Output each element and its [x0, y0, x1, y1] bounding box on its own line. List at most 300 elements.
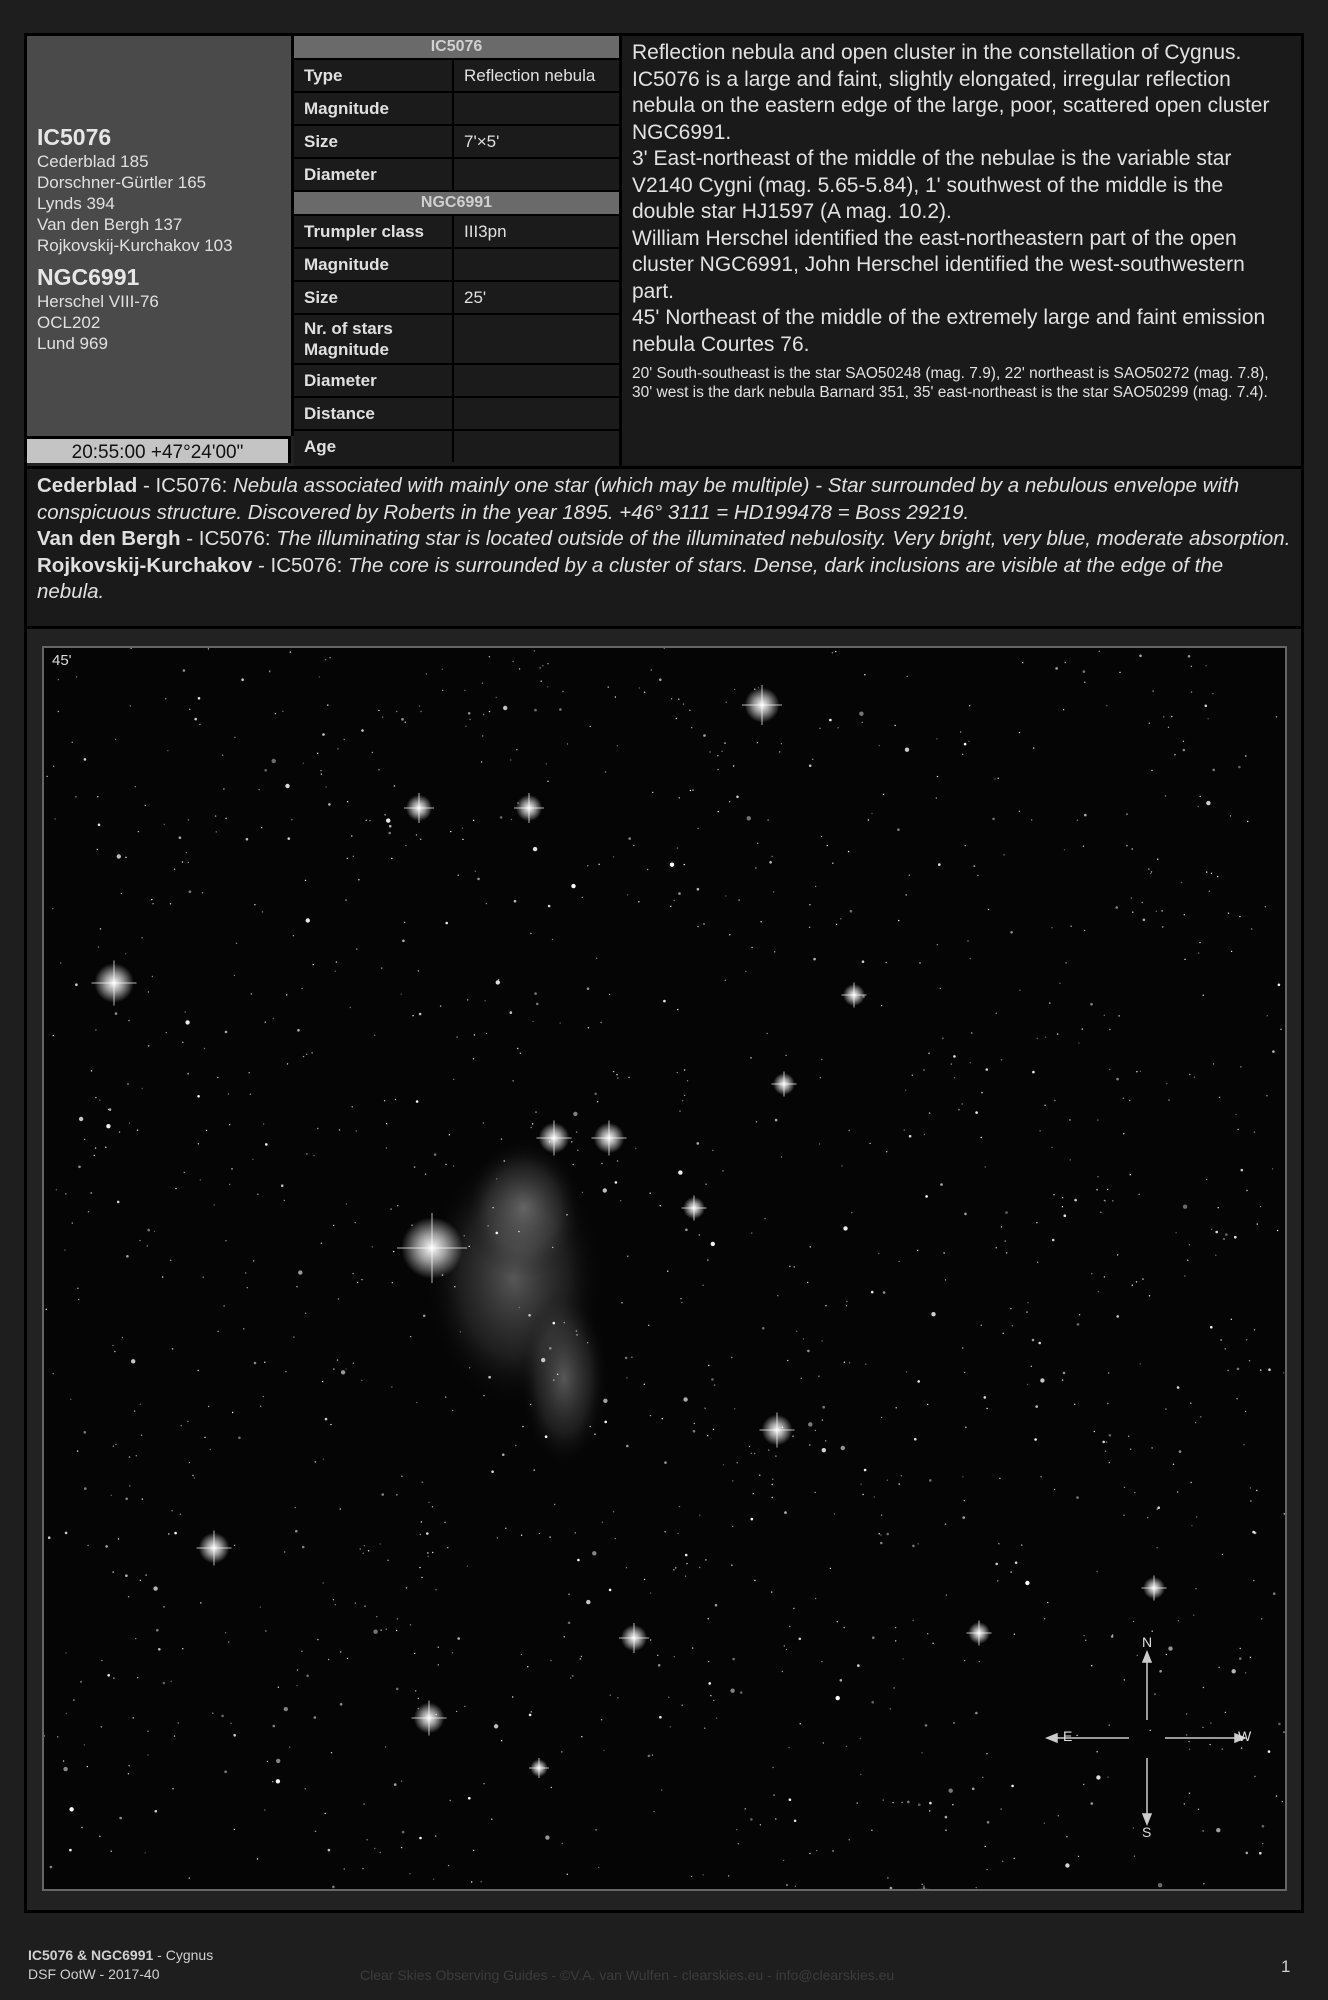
star	[401, 1476, 402, 1477]
star	[958, 1109, 959, 1110]
star	[772, 1767, 773, 1768]
star	[333, 1368, 334, 1369]
star	[142, 1498, 143, 1499]
star	[815, 886, 816, 887]
star	[432, 1506, 433, 1507]
star	[1130, 1449, 1131, 1450]
star	[1014, 1634, 1015, 1635]
star	[97, 796, 98, 797]
star	[1157, 859, 1158, 860]
star	[253, 1260, 254, 1261]
star	[860, 1774, 861, 1775]
star	[56, 1189, 57, 1190]
star	[881, 1005, 882, 1006]
star	[107, 1674, 110, 1677]
star	[929, 1810, 930, 1811]
star	[907, 676, 908, 677]
star	[670, 906, 671, 907]
star	[732, 1480, 733, 1481]
star	[949, 1789, 953, 1793]
star	[1123, 1133, 1124, 1134]
star	[148, 1045, 149, 1046]
star	[726, 702, 727, 703]
star	[1129, 1100, 1130, 1101]
star	[497, 1537, 498, 1538]
star	[708, 1365, 709, 1366]
table-row	[294, 159, 619, 192]
star	[73, 1699, 74, 1700]
star	[594, 1434, 595, 1435]
star	[1253, 1580, 1254, 1581]
star	[221, 1715, 224, 1718]
star	[1109, 1434, 1112, 1437]
star	[58, 679, 59, 680]
star	[713, 1700, 714, 1701]
star	[1191, 1525, 1192, 1526]
star	[321, 1243, 322, 1244]
star	[257, 1858, 258, 1859]
star	[1149, 1295, 1150, 1296]
star	[731, 1565, 732, 1566]
star	[581, 1736, 582, 1737]
object-name: IC5076	[37, 124, 112, 150]
star	[647, 869, 648, 870]
star	[674, 1656, 675, 1657]
star	[1019, 811, 1020, 812]
star	[1215, 1255, 1216, 1256]
star	[275, 713, 276, 714]
star	[970, 958, 971, 959]
star	[225, 1031, 228, 1034]
star	[976, 1887, 977, 1888]
star	[664, 1531, 665, 1532]
star	[650, 1415, 651, 1416]
star	[1003, 854, 1004, 855]
star	[249, 1072, 250, 1073]
star	[547, 663, 548, 664]
star	[767, 819, 768, 820]
star	[667, 1271, 668, 1272]
star	[364, 1545, 365, 1546]
star	[807, 1350, 810, 1353]
star	[904, 1129, 905, 1130]
star	[60, 962, 61, 963]
star	[871, 813, 872, 814]
star	[603, 1399, 607, 1403]
star	[1210, 1326, 1213, 1329]
star	[1156, 1547, 1157, 1548]
star	[789, 1266, 790, 1267]
star	[554, 1504, 555, 1505]
star	[351, 835, 352, 836]
star	[628, 837, 631, 840]
star	[793, 1608, 794, 1609]
star	[305, 880, 306, 881]
star	[127, 1083, 128, 1084]
star	[610, 1695, 611, 1696]
star	[1284, 1513, 1285, 1514]
star	[510, 1011, 513, 1014]
star	[760, 1824, 761, 1825]
star	[284, 1200, 285, 1201]
star	[769, 861, 772, 864]
star	[229, 1184, 230, 1185]
star	[433, 1878, 434, 1879]
star	[1260, 1206, 1261, 1207]
star	[511, 819, 512, 820]
star	[212, 1713, 213, 1714]
star	[1246, 1190, 1247, 1191]
star	[532, 1123, 533, 1124]
star	[639, 687, 640, 688]
star	[344, 1868, 345, 1869]
star	[644, 1384, 645, 1385]
star	[1171, 716, 1172, 717]
star	[419, 1567, 420, 1568]
star	[1001, 1059, 1002, 1060]
star	[128, 1765, 129, 1766]
star	[962, 1347, 963, 1348]
star	[1220, 1339, 1221, 1340]
star	[1012, 1325, 1013, 1326]
star	[396, 711, 397, 712]
star	[718, 811, 719, 812]
star	[291, 819, 292, 820]
star	[1051, 1147, 1052, 1148]
star	[78, 1166, 81, 1169]
star	[1059, 983, 1060, 984]
footer-objects: IC5076 & NGC6991	[28, 1947, 154, 1963]
star	[520, 1053, 521, 1054]
star	[1254, 1329, 1255, 1330]
star	[736, 796, 739, 799]
star	[1054, 1100, 1055, 1101]
note-author: Cederblad	[37, 474, 138, 497]
star	[617, 1160, 618, 1161]
star	[210, 1449, 211, 1450]
star	[167, 750, 168, 751]
star	[670, 1726, 671, 1727]
star	[361, 1279, 362, 1280]
star	[841, 1165, 842, 1166]
star	[684, 1095, 685, 1096]
star	[420, 839, 421, 840]
star	[340, 1651, 341, 1652]
star	[421, 1577, 422, 1578]
star	[1032, 1071, 1035, 1074]
star	[953, 1055, 956, 1058]
star	[460, 1331, 461, 1332]
star	[552, 939, 553, 940]
star	[95, 1147, 96, 1148]
star	[536, 1003, 539, 1006]
star	[921, 1752, 922, 1753]
star	[832, 863, 833, 864]
star	[306, 1054, 307, 1055]
star	[773, 1794, 774, 1795]
star	[396, 1688, 399, 1691]
star	[153, 1586, 157, 1590]
star	[341, 1370, 345, 1374]
row-key: Magnitude	[304, 340, 389, 359]
star	[420, 1534, 421, 1535]
star	[1206, 801, 1210, 805]
star	[131, 1359, 135, 1363]
star	[397, 1205, 398, 1206]
star	[393, 1251, 394, 1252]
star	[1215, 1231, 1218, 1234]
star	[751, 1518, 754, 1521]
star	[522, 1426, 523, 1427]
star	[392, 1282, 393, 1283]
star	[1156, 911, 1157, 912]
star	[590, 1426, 591, 1427]
star	[782, 1671, 783, 1672]
star	[1011, 1785, 1014, 1788]
star	[625, 1357, 628, 1360]
star	[1117, 1254, 1118, 1255]
object-names-panel	[27, 36, 294, 436]
star	[905, 1090, 906, 1091]
star	[129, 1485, 130, 1486]
star	[225, 1240, 226, 1241]
star	[69, 1849, 72, 1852]
table-row	[294, 249, 619, 282]
star	[787, 1360, 788, 1361]
star	[1010, 931, 1013, 934]
star	[689, 710, 690, 711]
star	[962, 754, 963, 755]
star	[613, 1511, 614, 1512]
star	[115, 739, 116, 740]
star	[263, 1396, 264, 1397]
star	[707, 1435, 708, 1436]
star	[886, 962, 887, 963]
star	[682, 1705, 683, 1706]
nebula-lobe	[464, 1138, 584, 1278]
star	[303, 1056, 304, 1057]
star	[1116, 1078, 1119, 1081]
star	[550, 1660, 551, 1661]
star	[617, 1077, 618, 1078]
star	[1219, 1097, 1220, 1098]
star	[1168, 1099, 1169, 1100]
star	[886, 1533, 889, 1536]
star	[452, 1410, 453, 1411]
star	[188, 819, 189, 820]
star	[1052, 1239, 1055, 1242]
star	[320, 770, 321, 771]
star	[187, 1073, 188, 1074]
star	[809, 904, 810, 905]
star	[282, 711, 283, 712]
star	[1096, 1189, 1097, 1190]
star	[50, 1866, 53, 1869]
star	[382, 716, 383, 717]
scale-label: 45'	[52, 652, 72, 669]
star	[981, 1325, 982, 1326]
star	[663, 1000, 666, 1003]
star	[141, 937, 142, 938]
header-section	[27, 36, 1301, 466]
note-text: The illuminating star is located outside of the illuminated nebulosity. Very bright, very blue, moderate absorption.	[276, 527, 1291, 550]
star	[685, 1229, 688, 1232]
star	[819, 728, 820, 729]
star	[147, 1754, 148, 1755]
star	[422, 1482, 423, 1483]
table-row	[294, 60, 619, 93]
star	[481, 761, 482, 762]
star	[864, 1469, 867, 1472]
star	[652, 792, 653, 793]
star	[567, 743, 568, 744]
star	[396, 1630, 397, 1631]
star	[1277, 1230, 1278, 1231]
star	[685, 1554, 688, 1557]
star	[373, 1630, 377, 1634]
star	[849, 1130, 850, 1131]
star	[551, 1787, 552, 1788]
star	[871, 1291, 874, 1294]
star	[471, 1881, 472, 1882]
star	[387, 1560, 388, 1561]
star	[1213, 1063, 1214, 1064]
star	[929, 1802, 932, 1805]
star	[286, 994, 287, 995]
star	[1240, 1066, 1241, 1067]
star	[992, 818, 995, 821]
star	[467, 1566, 468, 1567]
star	[155, 1810, 158, 1813]
star	[198, 1370, 199, 1371]
star	[241, 678, 244, 681]
star	[1000, 1808, 1001, 1809]
star	[297, 1029, 300, 1032]
star	[1109, 1462, 1110, 1463]
star	[381, 967, 382, 968]
star	[1107, 1189, 1108, 1190]
star	[809, 927, 810, 928]
star	[1283, 1731, 1284, 1732]
row-value	[454, 315, 619, 363]
note-author: Rojkovskij-Kurchakov	[37, 553, 253, 577]
star	[781, 743, 782, 744]
star	[1065, 962, 1066, 963]
row-value	[454, 431, 619, 462]
star	[715, 1604, 718, 1607]
star	[386, 818, 390, 822]
star	[552, 1247, 553, 1248]
star	[771, 856, 772, 857]
star	[477, 878, 480, 881]
star	[627, 894, 628, 895]
star	[317, 1639, 318, 1640]
star	[84, 1431, 87, 1434]
star	[705, 1184, 706, 1185]
star	[84, 1487, 87, 1490]
star	[561, 1751, 562, 1752]
star	[474, 1034, 475, 1035]
star	[1108, 1372, 1109, 1373]
star	[1250, 1487, 1251, 1488]
star	[764, 1218, 765, 1219]
star	[65, 1532, 68, 1535]
star	[713, 1429, 714, 1430]
designation: Rojkovskij-Kurchakov 103	[37, 236, 233, 255]
star	[1109, 1069, 1110, 1070]
star	[418, 1698, 419, 1699]
star	[405, 845, 406, 846]
star	[545, 1435, 548, 1438]
star	[841, 1446, 845, 1450]
star	[1123, 1098, 1124, 1099]
star	[372, 752, 373, 753]
star	[448, 1865, 449, 1866]
star	[1021, 1544, 1022, 1545]
star	[937, 944, 938, 945]
star	[273, 1018, 274, 1019]
star	[122, 1337, 123, 1338]
star	[147, 1245, 148, 1246]
star	[945, 1524, 946, 1525]
star	[113, 1446, 114, 1447]
star	[491, 1470, 494, 1473]
star	[303, 763, 304, 764]
star	[467, 999, 468, 1000]
star	[321, 773, 322, 774]
star	[1123, 1515, 1124, 1516]
star	[1062, 1197, 1063, 1198]
star	[84, 1139, 85, 1140]
star	[756, 1121, 757, 1122]
star	[1104, 1276, 1105, 1277]
star	[925, 1724, 928, 1727]
star	[825, 1440, 826, 1441]
star	[927, 1404, 928, 1405]
star	[374, 1848, 375, 1849]
star	[572, 1675, 573, 1676]
star	[128, 1596, 129, 1597]
star	[510, 759, 511, 760]
star	[180, 1514, 181, 1515]
star	[295, 1530, 298, 1533]
star	[786, 1649, 787, 1650]
star	[170, 1260, 171, 1261]
star	[710, 1695, 711, 1696]
star	[152, 976, 153, 977]
star	[337, 748, 338, 749]
star	[388, 832, 391, 835]
row-key: Nr. of stars	[304, 319, 393, 338]
star	[931, 1312, 935, 1316]
star	[170, 903, 171, 904]
star	[1246, 1852, 1249, 1855]
star	[779, 751, 780, 752]
star	[503, 706, 507, 710]
star	[182, 1648, 183, 1649]
star	[969, 705, 970, 706]
star	[843, 1226, 847, 1230]
star	[496, 1232, 499, 1235]
star	[1104, 1200, 1105, 1201]
star	[84, 758, 87, 761]
star	[394, 785, 395, 786]
star	[759, 1475, 760, 1476]
star	[1205, 705, 1208, 708]
star	[344, 739, 345, 740]
star	[912, 1075, 913, 1076]
compass-west: W	[1238, 1728, 1252, 1744]
